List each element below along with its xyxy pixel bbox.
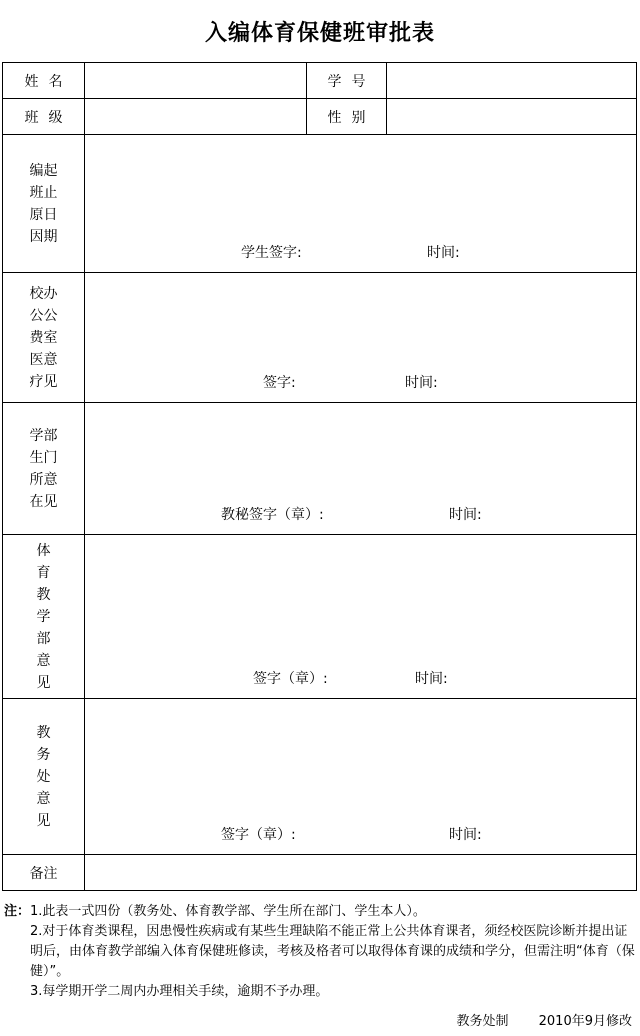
note-line-2: 2.对于体育类课程，因患慢性疾病或有某些生理缺陷不能正常上公共体育课者，须经校医院诊断并提出证明后，由体育教学部编入体育保健班修读，考核及格者可以取得体育课的成绩和学分，但需注明“体育（保健）”。	[30, 924, 635, 979]
class-field[interactable]	[85, 99, 307, 135]
student-id-label: 学号	[307, 63, 387, 99]
name-field[interactable]	[85, 63, 307, 99]
remarks-label: 备注	[3, 855, 85, 891]
dept-time-label: 时间:	[449, 507, 482, 523]
name-label: 姓名	[3, 63, 85, 99]
row-dept	[3, 403, 637, 535]
pe-label-text: 体育教学部意见	[36, 542, 51, 691]
footer-issuer: 教务处制	[456, 1014, 509, 1029]
gender-label: 性别	[307, 99, 387, 135]
dept-label-text: 学部生门所意在见	[29, 427, 58, 510]
row-pe	[3, 535, 637, 699]
gender-field[interactable]	[387, 99, 637, 135]
pe-time-label: 时间:	[415, 671, 448, 687]
row-clinic	[3, 273, 637, 403]
footer	[430, 1010, 632, 1029]
pe-label	[3, 535, 85, 699]
office-label-text: 教务处意见	[36, 724, 51, 829]
notes-section	[4, 902, 636, 1002]
clinic-label-text: 校办公公费室医意疗见	[29, 285, 58, 390]
row-office	[3, 699, 637, 855]
pe-signature-label: 签字（章）:	[253, 671, 328, 687]
pe-opinion-field[interactable]	[85, 535, 637, 699]
reason-field[interactable]	[85, 135, 637, 273]
dept-signature-label: 教秘签字（章）:	[221, 507, 324, 523]
notes-prefix: 注：	[4, 904, 31, 919]
row-remarks	[3, 855, 637, 891]
reason-time-label: 时间:	[427, 245, 460, 261]
dept-label	[3, 403, 85, 535]
row-name	[3, 63, 637, 99]
remarks-field[interactable]	[85, 855, 637, 891]
clinic-label	[3, 273, 85, 403]
row-class	[3, 99, 637, 135]
note-line-3: 3.每学期开学二周内办理相关手续，逾期不予办理。	[30, 984, 329, 999]
office-time-label: 时间:	[449, 827, 482, 843]
footer-revised: 2010年9月修改	[538, 1014, 632, 1029]
dept-opinion-field[interactable]	[85, 403, 637, 535]
clinic-time-label: 时间:	[405, 375, 438, 391]
class-label: 班级	[3, 99, 85, 135]
office-opinion-field[interactable]	[85, 699, 637, 855]
student-signature-label: 学生签字:	[241, 245, 302, 261]
office-signature-label: 签字（章）:	[221, 827, 296, 843]
clinic-opinion-field[interactable]	[85, 273, 637, 403]
clinic-signature-label: 签字:	[263, 375, 296, 391]
note-line-1: 注：1.此表一式四份（教务处、体育教学部、学生所在部门、学生本人）。	[4, 904, 426, 919]
form-title: 入编体育保健班审批表	[204, 21, 435, 46]
reason-label	[3, 135, 85, 273]
student-id-field[interactable]	[387, 63, 637, 99]
row-reason	[3, 135, 637, 273]
reason-label-text: 编起班止原日因期	[29, 162, 58, 245]
office-label	[3, 699, 85, 855]
approval-form-table	[2, 62, 637, 891]
